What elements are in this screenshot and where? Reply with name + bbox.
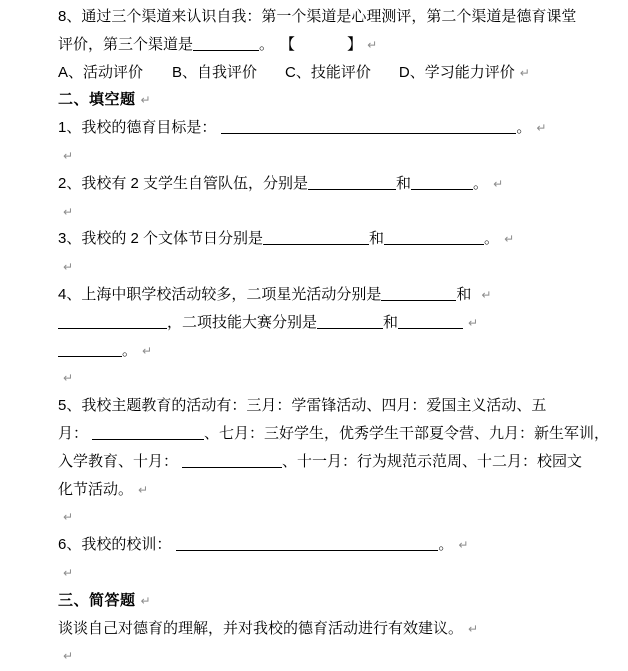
text-run: 】 — [347, 35, 363, 53]
paragraph-mark-icon: ↵ — [519, 65, 530, 80]
text-run: 。 — [438, 536, 454, 554]
spacer — [371, 76, 399, 77]
q8-options — [58, 59, 628, 87]
q3-fill — [58, 225, 628, 253]
paragraph-mark-icon: ↵ — [63, 649, 74, 664]
text-run: 评价，第三个渠道是 — [58, 35, 194, 53]
text-run: B、自我评价 — [172, 63, 258, 81]
text-run: 二、填空题 — [58, 91, 136, 109]
paragraph-mark-icon: ↵ — [138, 482, 149, 497]
blank-underline — [263, 231, 369, 245]
blank-underline — [92, 426, 204, 440]
section-heading-2 — [58, 86, 628, 114]
blank-underline — [221, 120, 516, 134]
q2-fill — [58, 170, 628, 198]
text-run: 和 — [396, 174, 412, 192]
empty-line — [58, 253, 628, 281]
blank-underline — [381, 287, 456, 301]
q4-fill-line2 — [58, 309, 628, 337]
paragraph-mark-icon: ↵ — [468, 315, 479, 330]
blank-underline — [193, 37, 259, 51]
blank-underline — [176, 537, 438, 551]
text-run: D、学习能力评价 — [398, 63, 515, 81]
text-run: 【 — [280, 35, 296, 53]
text-run: 入学教育、十月： — [58, 452, 179, 470]
q1-fill — [58, 114, 628, 142]
blank-underline — [384, 231, 484, 245]
spacer — [257, 76, 285, 77]
text-run: ，二项技能大赛分别是 — [167, 313, 318, 331]
paragraph-mark-icon: ↵ — [468, 621, 479, 636]
text-run: 。 — [122, 341, 138, 359]
text-run: 和 — [383, 313, 399, 331]
spacer — [471, 298, 476, 299]
text-run: 6、我校的校训： — [58, 536, 172, 554]
blank-underline — [308, 176, 396, 190]
paragraph-mark-icon: ↵ — [140, 93, 151, 108]
text-run: 、七月：三好学生，优秀学生干部夏令营、九月：新生军训， — [204, 424, 610, 442]
text-run: 4、上海中职学校活动较多，二项星光活动分别是 — [58, 285, 382, 303]
text-run: 。 — [484, 230, 500, 248]
empty-line — [58, 642, 628, 670]
paragraph-mark-icon: ↵ — [367, 37, 378, 52]
text-run: 化节活动。 — [58, 480, 134, 498]
paragraph-mark-icon: ↵ — [63, 148, 74, 163]
text-run: 。 — [473, 174, 489, 192]
q5-fill-line1 — [58, 392, 628, 420]
q5-fill-line3 — [58, 448, 628, 476]
paragraph-mark-icon: ↵ — [481, 287, 492, 302]
paragraph-mark-icon: ↵ — [63, 260, 74, 275]
empty-line — [58, 198, 628, 226]
empty-line — [58, 503, 628, 531]
text-run: 5、我校主题教育的活动有：三月：学雷锋活动、四月：爱国主义活动、五 — [58, 397, 547, 415]
spacer — [295, 48, 347, 49]
blank-underline — [398, 315, 463, 329]
paragraph-mark-icon: ↵ — [536, 121, 547, 136]
text-run: 月： — [58, 424, 89, 442]
text-run: A、活动评价 — [58, 63, 144, 81]
text-run: 。 — [516, 119, 532, 137]
paragraph-mark-icon: ↵ — [140, 593, 151, 608]
text-run: 和 — [456, 285, 472, 303]
q6-fill — [58, 531, 628, 559]
text-run: 1、我校的德育目标是： — [58, 119, 217, 137]
q8-stem-line2 — [58, 31, 628, 59]
q4-fill-line1 — [58, 281, 628, 309]
blank-underline — [182, 454, 282, 468]
paragraph-mark-icon: ↵ — [142, 343, 153, 358]
blank-underline — [58, 343, 122, 357]
text-run: 3、我校的 2 个文体节日分别是 — [58, 230, 264, 248]
blank-underline — [317, 315, 383, 329]
text-run: 8、通过三个渠道来认识自我：第一个渠道是心理测评，第二个渠道是德育课堂 — [58, 8, 577, 25]
text-run: 谈谈自己对德育的理解，并对我校的德育活动进行有效建议。 — [58, 619, 464, 637]
paragraph-mark-icon: ↵ — [458, 538, 469, 553]
section-heading-3 — [58, 587, 628, 615]
q5-fill-line2 — [58, 420, 628, 448]
empty-line — [58, 142, 628, 170]
paragraph-mark-icon: ↵ — [63, 510, 74, 525]
text-run: 2、我校有 2 支学生自管队伍，分别是 — [58, 174, 309, 192]
blank-underline — [411, 176, 473, 190]
paragraph-mark-icon: ↵ — [63, 371, 74, 386]
text-run: 、十一月：行为规范示范周、十二月：校园文 — [282, 452, 583, 470]
empty-line — [58, 364, 628, 392]
paragraph-mark-icon: ↵ — [63, 204, 74, 219]
q-short-answer — [58, 615, 628, 643]
q8-stem-line1 — [58, 3, 628, 31]
q5-fill-line4 — [58, 476, 628, 504]
q4-fill-line3 — [58, 337, 628, 365]
blank-underline — [58, 315, 167, 329]
text-run: C、技能评价 — [285, 63, 371, 81]
text-run: 三、简答题 — [58, 591, 136, 609]
text-run: 和 — [369, 230, 385, 248]
paragraph-mark-icon: ↵ — [504, 232, 515, 247]
paragraph-mark-icon: ↵ — [493, 176, 504, 191]
empty-line — [58, 559, 628, 587]
paragraph-mark-icon: ↵ — [63, 565, 74, 580]
spacer — [143, 76, 172, 77]
text-run: 。 — [259, 35, 275, 53]
